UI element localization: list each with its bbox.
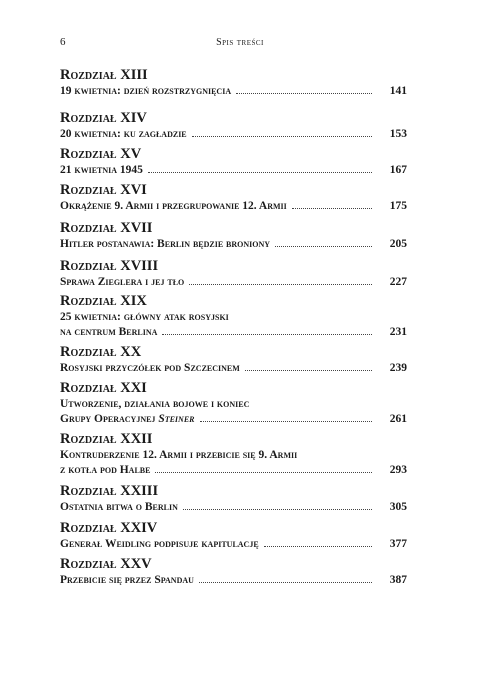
toc-entry	[60, 556, 407, 588]
dot-leader	[192, 136, 372, 137]
chapter-title[interactable]	[60, 310, 407, 325]
page-ref: 167	[389, 164, 407, 176]
toc-entry	[60, 380, 407, 427]
toc-entry	[60, 182, 407, 214]
page-ref: 231	[389, 326, 407, 338]
chapter-title[interactable]	[60, 275, 407, 290]
dot-leader	[183, 509, 372, 510]
chapter-title-italic: Steiner	[158, 413, 195, 425]
chapter-heading: Rozdział XX	[60, 344, 142, 360]
chapter-title-text: 19 kwietnia: dzień rozstrzygnięcia	[60, 85, 232, 97]
dot-leader	[275, 246, 372, 247]
toc-entry	[60, 110, 407, 142]
chapter-title[interactable]	[60, 448, 407, 463]
toc-entry	[60, 258, 407, 290]
page-number: 6	[60, 36, 66, 48]
dot-leader	[200, 421, 373, 422]
chapter-title-text	[60, 412, 195, 427]
chapter-heading: Rozdział XXV	[60, 556, 152, 572]
chapter-heading: Rozdział XIII	[60, 67, 148, 83]
dot-leader	[162, 334, 372, 335]
chapter-title[interactable]	[60, 127, 407, 142]
chapter-title[interactable]	[60, 397, 407, 412]
chapter-title-text: Sprawa Zieglera i jej tło	[60, 276, 185, 288]
toc-entry	[60, 483, 407, 515]
chapter-heading: Rozdział XXI	[60, 380, 147, 396]
chapter-title[interactable]	[60, 199, 407, 214]
chapter-title-text: 21 kwietnia 1945	[60, 164, 143, 176]
page-ref: 377	[389, 538, 407, 550]
chapter-title-continued[interactable]	[60, 412, 407, 427]
chapter-title[interactable]	[60, 237, 407, 252]
chapter-title-text: Okrążenie 9. Armii i przegrupowanie 12. Armii	[60, 200, 287, 212]
toc-entry	[60, 431, 407, 478]
page-ref: 387	[389, 574, 407, 586]
toc-entry	[60, 67, 407, 99]
chapter-heading: Rozdział XIX	[60, 293, 147, 309]
page-ref: 205	[389, 238, 407, 250]
chapter-title[interactable]	[60, 84, 407, 99]
page-ref: 227	[389, 276, 407, 288]
dot-leader	[264, 546, 372, 547]
chapter-title-text: Ostatnia bitwa o Berlin	[60, 501, 178, 513]
chapter-title-text: Rosyjski przyczółek pod Szczecinem	[60, 362, 240, 374]
toc-entry	[60, 344, 407, 376]
chapter-title-continued[interactable]	[60, 463, 407, 478]
dot-leader	[236, 93, 372, 94]
chapter-heading: Rozdział XXIV	[60, 520, 158, 536]
chapter-heading: Rozdział XVII	[60, 220, 153, 236]
chapter-title[interactable]	[60, 163, 407, 178]
chapter-title-text: na centrum Berlina	[60, 326, 158, 338]
chapter-title-text: Hitler postanawia: Berlin będzie broniony	[60, 238, 271, 250]
page-ref: 239	[389, 362, 407, 374]
chapter-title[interactable]	[60, 361, 407, 376]
chapter-heading: Rozdział XXII	[60, 431, 153, 447]
chapter-heading: Rozdział XXIII	[60, 483, 159, 499]
page-ref: 261	[389, 413, 407, 425]
running-head: Spis treści	[216, 37, 264, 48]
dot-leader	[292, 208, 372, 209]
chapter-title-text: 20 kwietnia: ku zagładzie	[60, 128, 187, 140]
toc-entry	[60, 293, 407, 340]
page-ref: 305	[389, 501, 407, 513]
chapter-title-text: 25 kwietnia: główny atak rosyjski	[60, 311, 229, 323]
dot-leader	[189, 284, 372, 285]
dot-leader	[155, 472, 372, 473]
dot-leader	[148, 172, 372, 173]
dot-leader	[245, 370, 372, 371]
chapter-title-text: Kontruderzenie 12. Armii i przebicie się 9. Armii	[60, 449, 298, 461]
chapter-title-continued[interactable]	[60, 325, 407, 340]
dot-leader	[199, 582, 372, 583]
page-ref: 153	[389, 128, 407, 140]
chapter-heading: Rozdział XV	[60, 146, 142, 162]
toc-entry	[60, 220, 407, 252]
page-ref: 293	[389, 464, 407, 476]
chapter-title[interactable]	[60, 537, 407, 552]
chapter-title-main: Grupy Operacyjnej	[60, 413, 156, 425]
page-ref: 141	[389, 85, 407, 97]
page-ref: 175	[389, 200, 407, 212]
chapter-heading: Rozdział XVI	[60, 182, 147, 198]
chapter-title-text: Przebicie się przez Spandau	[60, 574, 194, 586]
chapter-title-text: Generał Weidling podpisuje kapitulację	[60, 538, 259, 550]
chapter-title[interactable]	[60, 500, 407, 515]
toc-entry	[60, 520, 407, 552]
chapter-title-text: z kotła pod Halbe	[60, 464, 151, 476]
chapter-heading: Rozdział XIV	[60, 110, 147, 126]
chapter-heading: Rozdział XVIII	[60, 258, 159, 274]
toc-entry	[60, 146, 407, 178]
chapter-title-text: Utworzenie, działania bojowe i koniec	[60, 398, 250, 410]
chapter-title[interactable]	[60, 573, 407, 588]
